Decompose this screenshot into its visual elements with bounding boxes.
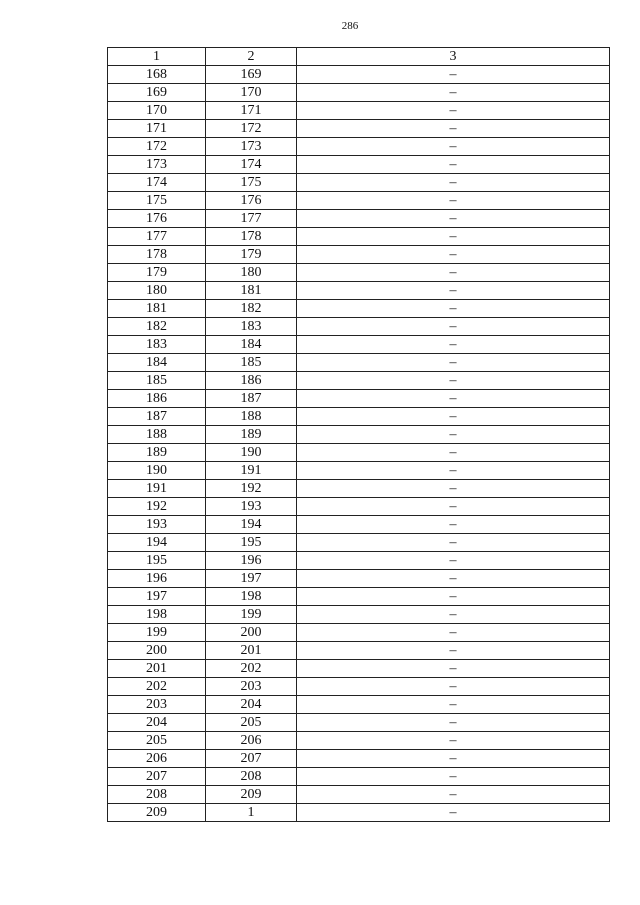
table-row xyxy=(108,408,610,426)
table-cell-col-3: – xyxy=(297,444,610,462)
table-cell-col-1: 170 xyxy=(108,102,206,120)
table-body xyxy=(108,66,610,822)
table-row xyxy=(108,660,610,678)
table-row xyxy=(108,786,610,804)
table-cell-col-1: 185 xyxy=(108,372,206,390)
column-header-3: 3 xyxy=(297,48,610,66)
table-cell-col-2: 186 xyxy=(206,372,297,390)
table-cell-col-1: 186 xyxy=(108,390,206,408)
table-cell-col-1: 168 xyxy=(108,66,206,84)
table-cell-col-2: 192 xyxy=(206,480,297,498)
table-cell-col-3: – xyxy=(297,102,610,120)
table-row xyxy=(108,732,610,750)
table-cell-col-2: 177 xyxy=(206,210,297,228)
table-cell-col-3: – xyxy=(297,696,610,714)
table-cell-col-1: 192 xyxy=(108,498,206,516)
table-cell-col-1: 207 xyxy=(108,768,206,786)
table-cell-col-3: – xyxy=(297,318,610,336)
table-cell-col-2: 197 xyxy=(206,570,297,588)
table-cell-col-2: 208 xyxy=(206,768,297,786)
page-number: 286 xyxy=(341,20,359,32)
table-cell-col-2: 182 xyxy=(206,300,297,318)
table-cell-col-1: 206 xyxy=(108,750,206,768)
table-cell-col-3: – xyxy=(297,768,610,786)
table-row xyxy=(108,570,610,588)
table-cell-col-3: – xyxy=(297,462,610,480)
table-cell-col-2: 187 xyxy=(206,390,297,408)
table-row xyxy=(108,390,610,408)
table-row xyxy=(108,624,610,642)
table-cell-col-3: – xyxy=(297,750,610,768)
table-cell-col-3: – xyxy=(297,642,610,660)
table-cell-col-2: 205 xyxy=(206,714,297,732)
table-cell-col-3: – xyxy=(297,408,610,426)
table-cell-col-2: 195 xyxy=(206,534,297,552)
table-cell-col-2: 169 xyxy=(206,66,297,84)
table-cell-col-3: – xyxy=(297,84,610,102)
table-cell-col-2: 173 xyxy=(206,138,297,156)
table-cell-col-3: – xyxy=(297,534,610,552)
table-cell-col-2: 171 xyxy=(206,102,297,120)
table-cell-col-1: 176 xyxy=(108,210,206,228)
table-row xyxy=(108,336,610,354)
column-header-2: 2 xyxy=(206,48,297,66)
table-cell-col-1: 181 xyxy=(108,300,206,318)
table-cell-col-1: 173 xyxy=(108,156,206,174)
table-cell-col-3: – xyxy=(297,210,610,228)
table-cell-col-3: – xyxy=(297,336,610,354)
table-cell-col-1: 177 xyxy=(108,228,206,246)
table-cell-col-2: 202 xyxy=(206,660,297,678)
table-cell-col-3: – xyxy=(297,120,610,138)
table-cell-col-1: 190 xyxy=(108,462,206,480)
table-cell-col-1: 197 xyxy=(108,588,206,606)
table-row xyxy=(108,768,610,786)
table-cell-col-1: 209 xyxy=(108,804,206,822)
table-cell-col-2: 172 xyxy=(206,120,297,138)
table-row xyxy=(108,750,610,768)
table-cell-col-3: – xyxy=(297,156,610,174)
table-row xyxy=(108,534,610,552)
table-cell-col-3: – xyxy=(297,282,610,300)
table-row xyxy=(108,102,610,120)
table-cell-col-1: 183 xyxy=(108,336,206,354)
table-cell-col-1: 172 xyxy=(108,138,206,156)
table-row xyxy=(108,552,610,570)
table-cell-col-1: 204 xyxy=(108,714,206,732)
table-row xyxy=(108,480,610,498)
table-row xyxy=(108,372,610,390)
table-row xyxy=(108,210,610,228)
table-cell-col-1: 196 xyxy=(108,570,206,588)
data-table xyxy=(107,47,610,822)
table-row xyxy=(108,606,610,624)
table-cell-col-3: – xyxy=(297,246,610,264)
table-cell-col-3: – xyxy=(297,588,610,606)
table-cell-col-3: – xyxy=(297,390,610,408)
table-cell-col-2: 191 xyxy=(206,462,297,480)
table-cell-col-1: 199 xyxy=(108,624,206,642)
table-row xyxy=(108,192,610,210)
table-cell-col-1: 178 xyxy=(108,246,206,264)
table-cell-col-1: 198 xyxy=(108,606,206,624)
table-cell-col-3: – xyxy=(297,228,610,246)
table-cell-col-2: 179 xyxy=(206,246,297,264)
table-cell-col-2: 190 xyxy=(206,444,297,462)
table-cell-col-2: 188 xyxy=(206,408,297,426)
table-cell-col-1: 175 xyxy=(108,192,206,210)
column-header-1: 1 xyxy=(108,48,206,66)
table-row xyxy=(108,84,610,102)
table-cell-col-1: 187 xyxy=(108,408,206,426)
table-cell-col-2: 203 xyxy=(206,678,297,696)
table-cell-col-1: 180 xyxy=(108,282,206,300)
table-cell-col-2: 181 xyxy=(206,282,297,300)
table-cell-col-3: – xyxy=(297,264,610,282)
table-cell-col-2: 207 xyxy=(206,750,297,768)
table-cell-col-3: – xyxy=(297,372,610,390)
table-cell-col-1: 169 xyxy=(108,84,206,102)
table-cell-col-3: – xyxy=(297,174,610,192)
table-cell-col-1: 200 xyxy=(108,642,206,660)
table-cell-col-2: 201 xyxy=(206,642,297,660)
table-row xyxy=(108,282,610,300)
table-cell-col-3: – xyxy=(297,714,610,732)
table-row xyxy=(108,66,610,84)
table-cell-col-3: – xyxy=(297,354,610,372)
table-row xyxy=(108,138,610,156)
table-cell-col-1: 201 xyxy=(108,660,206,678)
table-cell-col-3: – xyxy=(297,498,610,516)
table-cell-col-2: 183 xyxy=(206,318,297,336)
table-cell-col-1: 184 xyxy=(108,354,206,372)
table-cell-col-2: 198 xyxy=(206,588,297,606)
table-cell-col-1: 208 xyxy=(108,786,206,804)
table-cell-col-3: – xyxy=(297,804,610,822)
table-row xyxy=(108,174,610,192)
table-cell-col-1: 189 xyxy=(108,444,206,462)
table-cell-col-2: 175 xyxy=(206,174,297,192)
table-row xyxy=(108,462,610,480)
table-cell-col-2: 189 xyxy=(206,426,297,444)
table-cell-col-1: 202 xyxy=(108,678,206,696)
table-row xyxy=(108,498,610,516)
table-cell-col-2: 206 xyxy=(206,732,297,750)
table-row xyxy=(108,516,610,534)
table-cell-col-3: – xyxy=(297,732,610,750)
table-cell-col-3: – xyxy=(297,552,610,570)
table-cell-col-3: – xyxy=(297,300,610,318)
table-row xyxy=(108,804,610,822)
table-cell-col-2: 200 xyxy=(206,624,297,642)
table-cell-col-3: – xyxy=(297,516,610,534)
table-cell-col-2: 209 xyxy=(206,786,297,804)
table-cell-col-3: – xyxy=(297,138,610,156)
table-header-row xyxy=(108,48,610,66)
table-row xyxy=(108,318,610,336)
table-cell-col-1: 195 xyxy=(108,552,206,570)
table-cell-col-1: 174 xyxy=(108,174,206,192)
table-row xyxy=(108,264,610,282)
table-cell-col-2: 174 xyxy=(206,156,297,174)
table-cell-col-3: – xyxy=(297,480,610,498)
table-row xyxy=(108,354,610,372)
table-cell-col-2: 1 xyxy=(206,804,297,822)
table-cell-col-1: 193 xyxy=(108,516,206,534)
table-cell-col-2: 178 xyxy=(206,228,297,246)
table-cell-col-3: – xyxy=(297,426,610,444)
table-cell-col-2: 185 xyxy=(206,354,297,372)
table-row xyxy=(108,714,610,732)
table-row xyxy=(108,246,610,264)
table-cell-col-2: 194 xyxy=(206,516,297,534)
table-cell-col-1: 188 xyxy=(108,426,206,444)
table-row xyxy=(108,228,610,246)
table-cell-col-3: – xyxy=(297,66,610,84)
table-cell-col-2: 180 xyxy=(206,264,297,282)
table-row xyxy=(108,120,610,138)
table-row xyxy=(108,156,610,174)
table-cell-col-2: 204 xyxy=(206,696,297,714)
table-cell-col-3: – xyxy=(297,786,610,804)
table-cell-col-2: 170 xyxy=(206,84,297,102)
table-cell-col-1: 194 xyxy=(108,534,206,552)
table-cell-col-3: – xyxy=(297,192,610,210)
table-cell-col-1: 205 xyxy=(108,732,206,750)
table-row xyxy=(108,678,610,696)
table-cell-col-2: 196 xyxy=(206,552,297,570)
table-row xyxy=(108,426,610,444)
table-cell-col-1: 191 xyxy=(108,480,206,498)
table-cell-col-3: – xyxy=(297,678,610,696)
table-cell-col-2: 193 xyxy=(206,498,297,516)
table-cell-col-2: 184 xyxy=(206,336,297,354)
table-cell-col-1: 203 xyxy=(108,696,206,714)
table-cell-col-1: 182 xyxy=(108,318,206,336)
table-cell-col-1: 171 xyxy=(108,120,206,138)
table-row xyxy=(108,642,610,660)
table-cell-col-2: 176 xyxy=(206,192,297,210)
table-row xyxy=(108,444,610,462)
table-cell-col-1: 179 xyxy=(108,264,206,282)
table-cell-col-3: – xyxy=(297,606,610,624)
table-cell-col-3: – xyxy=(297,570,610,588)
table-cell-col-3: – xyxy=(297,624,610,642)
table-cell-col-3: – xyxy=(297,660,610,678)
table-cell-col-2: 199 xyxy=(206,606,297,624)
table-row xyxy=(108,588,610,606)
table-row xyxy=(108,300,610,318)
table-row xyxy=(108,696,610,714)
